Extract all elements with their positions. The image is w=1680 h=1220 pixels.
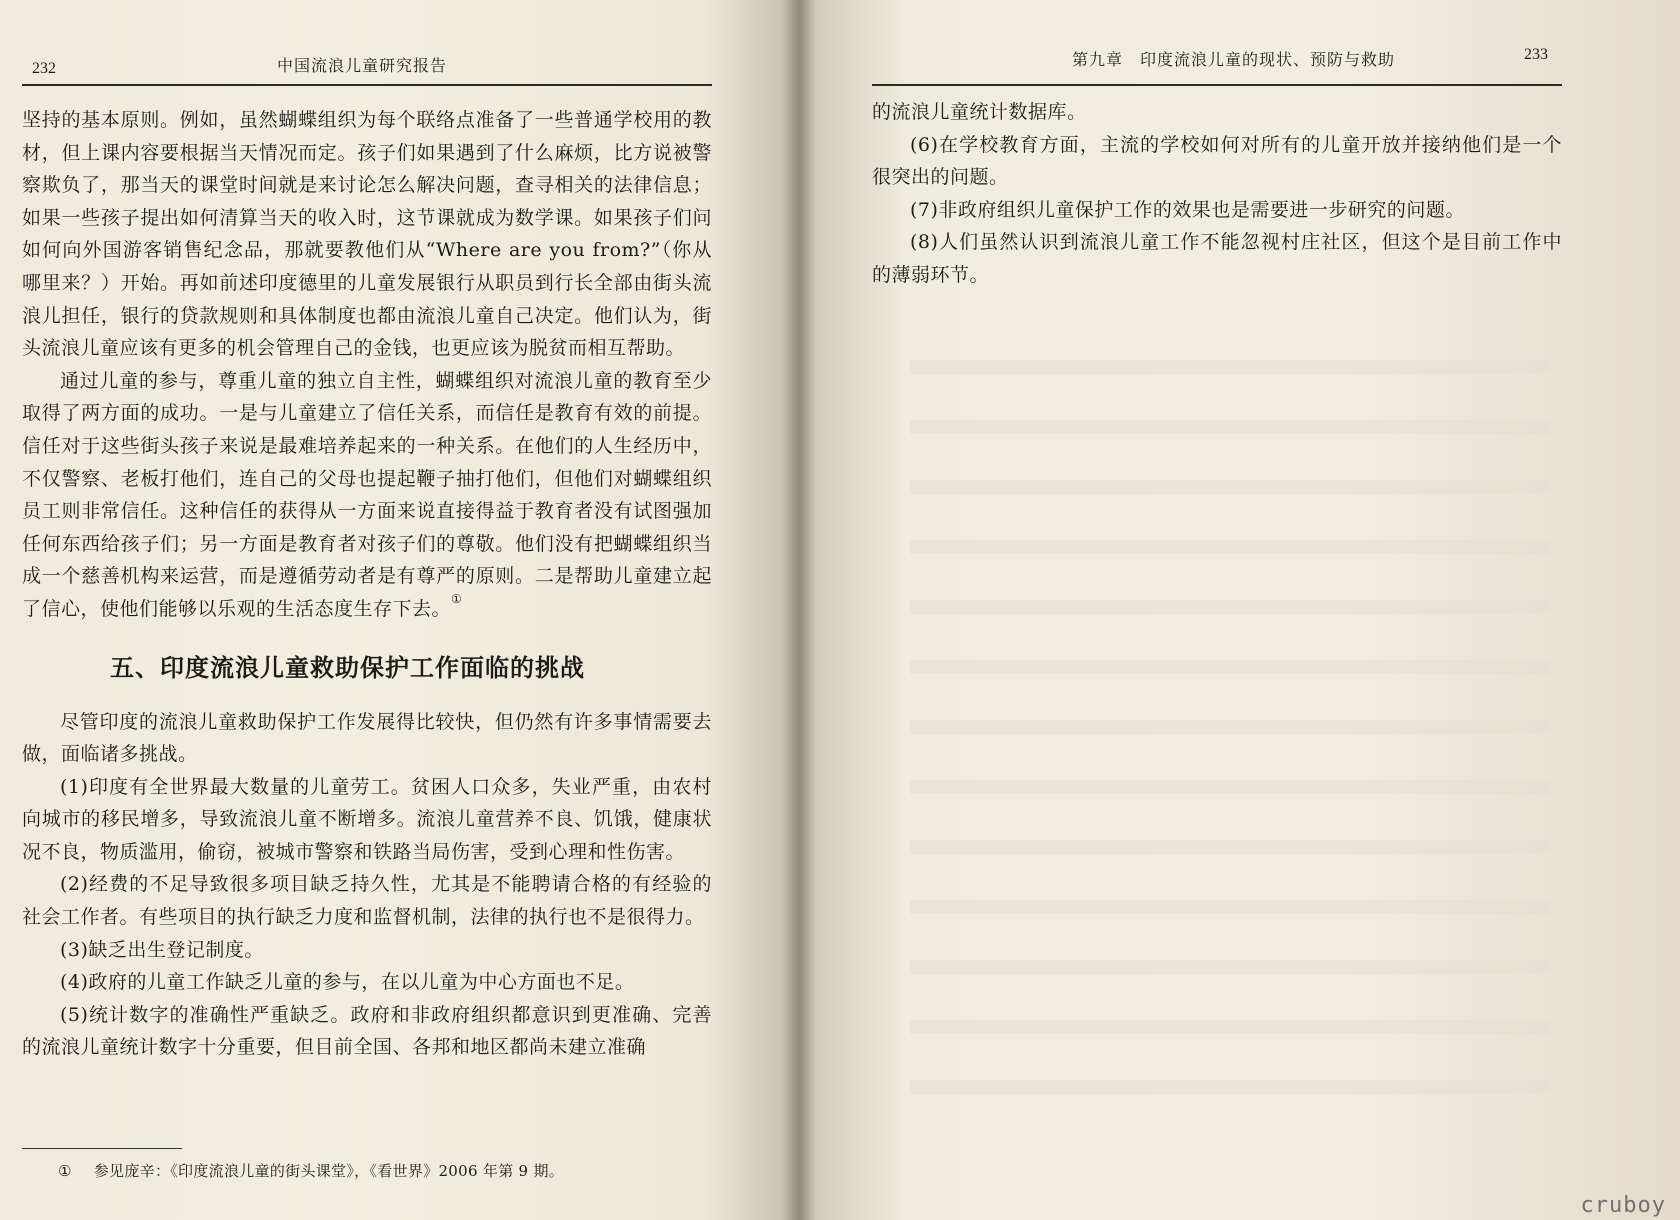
show-through-text bbox=[910, 360, 1550, 374]
section-heading: 五、印度流浪儿童救助保护工作面临的挑战 bbox=[110, 653, 585, 682]
paragraph-text: 通过儿童的参与，尊重儿童的独立自主性，蝴蝶组织对流浪儿童的教育至少取得了两方面的成功。一是与儿童建立了信任关系，而信任是教育有效的前提。信任对于这些街头孩子来说是最难培养起来的一种关系。在他们的人生经历中，不仅警察、老板打他们，连自己的父母也提起鞭子抽打他们，但他们对蝴蝶组织员工则非常信任。这种信任的获得从一方面来说直接得益于教育者没有试图强加任何东西给孩子们；另一方面是教育者对孩子们的尊敬。他们没有把蝴蝶组织当成一个慈善机构来运营，而是遵循劳动者是有尊严的原则。二是帮助儿童建立起了信心，使他们能够以乐观的生活态度生存下去。 bbox=[22, 369, 712, 620]
paragraph: 的流浪儿童统计数据库。 bbox=[872, 101, 1087, 123]
watermark: cruboy bbox=[1580, 1193, 1666, 1218]
show-through-text bbox=[910, 480, 1550, 494]
footnote bbox=[58, 1160, 564, 1181]
paragraph: (1)印度有全世界最大数量的儿童劳工。贫困人口众多，失业严重，由农村向城市的移民增多，导致流浪儿童不断增多。流浪儿童营养不良、饥饿，健康状况不良，物质滥用，偷窃，被城市警察和铁路当局伤害，受到心理和性伤害。 bbox=[22, 775, 712, 863]
footnote-reference: ① bbox=[451, 591, 463, 606]
right-page bbox=[800, 0, 1680, 1220]
paragraph: (4)政府的儿童工作缺乏儿童的参与，在以儿童为中心方面也不足。 bbox=[60, 971, 635, 994]
page-number: 232 bbox=[32, 60, 56, 77]
show-through-text bbox=[910, 900, 1550, 914]
chapter-title: 第九章 印度流浪儿童的现状、预防与救助 bbox=[1072, 50, 1396, 69]
paragraph: (8)人们虽然认识到流浪儿童工作不能忽视村庄社区，但这个是目前工作中的薄弱环节。 bbox=[872, 231, 1562, 286]
book-title: 中国流浪儿童研究报告 bbox=[277, 56, 448, 75]
running-head bbox=[22, 48, 712, 86]
paragraph: 尽管印度的流浪儿童救助保护工作发展得比较快，但仍然有许多事情需要去做，面临诸多挑战。 bbox=[22, 710, 712, 766]
show-through-text bbox=[910, 540, 1550, 554]
body-text bbox=[22, 104, 712, 1064]
show-through-text bbox=[910, 720, 1550, 734]
paragraph: (5)统计数字的准确性严重缺乏。政府和非政府组织都意识到更准确、完善的流浪儿童统计数字十分重要，但目前全国、各邦和地区都尚未建立准确 bbox=[22, 1003, 712, 1059]
footnote-text: 参见庞辛：《印度流浪儿童的街头课堂》，《看世界》2006 年第 9 期。 bbox=[93, 1162, 565, 1180]
body-text bbox=[872, 96, 1562, 292]
page-number: 233 bbox=[1524, 46, 1548, 63]
left-page bbox=[0, 0, 800, 1220]
paragraph bbox=[22, 365, 712, 626]
show-through-text bbox=[910, 960, 1550, 974]
paragraph: (7)非政府组织儿童保护工作的效果也是需要进一步研究的问题。 bbox=[910, 198, 1465, 221]
paragraph: (2)经费的不足导致很多项目缺乏持久性，尤其是不能聘请合格的有经验的社会工作者。有些项目的执行缺乏力度和监督机制，法律的执行也不是很得力。 bbox=[22, 873, 712, 929]
show-through-text bbox=[910, 660, 1550, 674]
running-head bbox=[872, 48, 1562, 86]
show-through-text bbox=[910, 840, 1550, 854]
show-through-text bbox=[910, 600, 1550, 614]
footnote-divider bbox=[22, 1148, 182, 1149]
show-through-text bbox=[910, 420, 1550, 434]
footnote-mark: ① bbox=[58, 1162, 72, 1180]
show-through-text bbox=[910, 1020, 1550, 1034]
paragraph: (3)缺乏出生登记制度。 bbox=[60, 938, 264, 961]
show-through-text bbox=[910, 780, 1550, 794]
show-through-text bbox=[910, 1080, 1550, 1094]
paragraph: 坚持的基本原则。例如，虽然蝴蝶组织为每个联络点准备了一些普通学校用的教材，但上课内容要根据当天情况而定。孩子们如果遇到了什么麻烦，比方说被警察欺负了，那当天的课堂时间就是来讨论怎么解决问题，查寻相关的法律信息；如果一些孩子提出如何清算当天的收入时，这节课就成为数学课。如果孩子们问如何向外国游客销售纪念品，那就要教他们从“Where are you from?”（你从哪里来？）开始。再如前述印度德里的儿童发展银行从职员到行长全部由街头流浪儿担任，银行的贷款规则和具体制度也都由流浪儿童自己决定。他们认为，街头流浪儿童应该有更多的机会管理自己的金钱，也更应该为脱贫而相互帮助。 bbox=[22, 109, 712, 360]
paragraph: (6)在学校教育方面，主流的学校如何对所有的儿童开放并接纳他们是一个很突出的问题。 bbox=[872, 133, 1562, 189]
